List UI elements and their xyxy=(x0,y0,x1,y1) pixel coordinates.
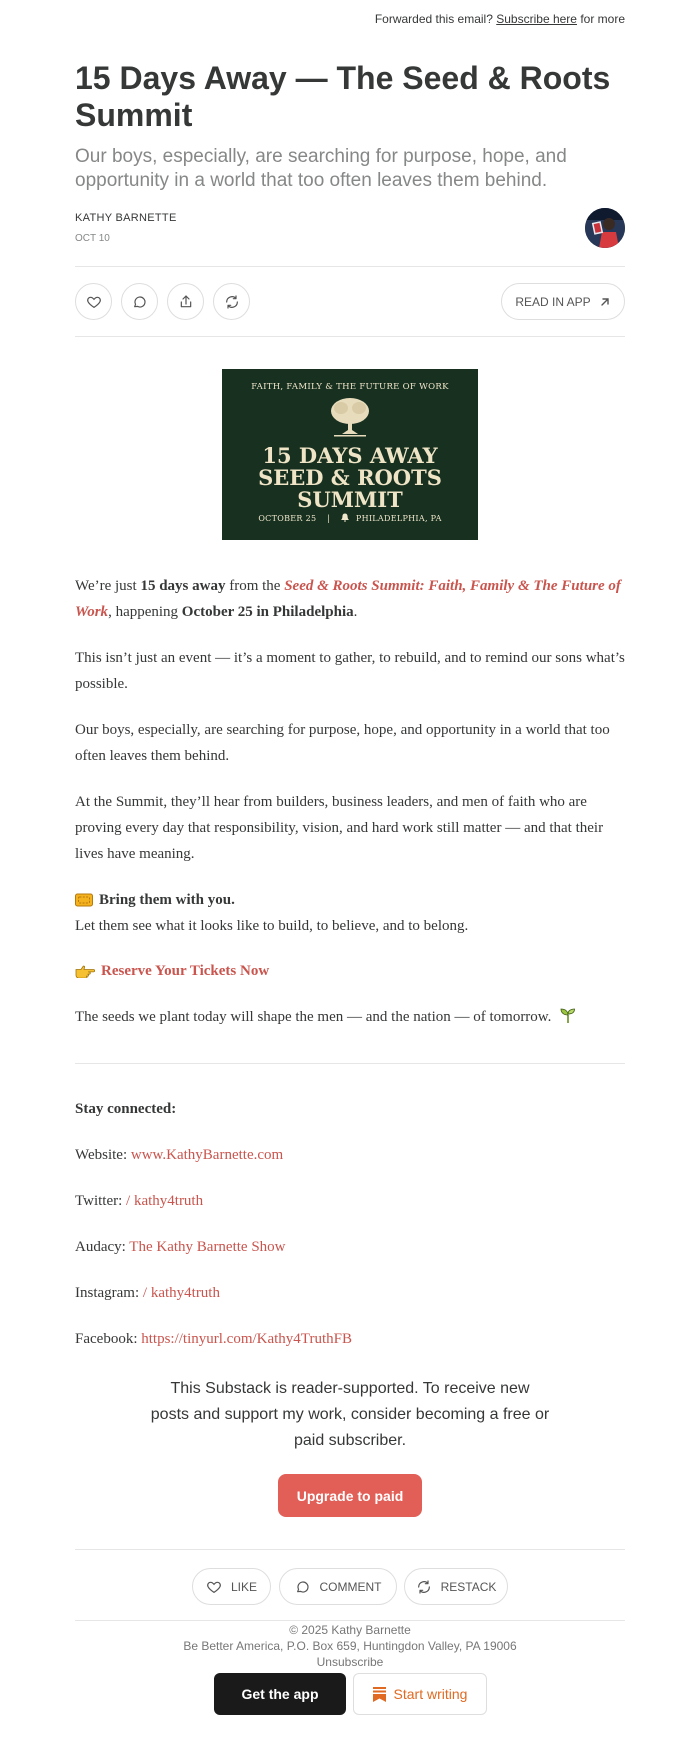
bring-text: Let them see what it looks like to build, to believe, and to belong. xyxy=(75,918,469,934)
paragraph-event: This isn’t just an event — it’s a moment to gather, to rebuild, and to remind our sons what’s possible. xyxy=(75,650,625,692)
paragraph-intro xyxy=(75,573,625,625)
divider xyxy=(75,1063,625,1064)
liberty-bell-icon xyxy=(341,513,349,522)
intro-text: . xyxy=(353,604,358,620)
comment-icon xyxy=(132,294,148,310)
unsubscribe-link xyxy=(75,1654,625,1670)
summit-banner[interactable] xyxy=(222,369,478,540)
subscribe-cta-text: This Substack is reader-supported. To receive new posts and support my work, consider becoming a free or paid subscriber. xyxy=(150,1380,550,1449)
divider xyxy=(75,336,625,337)
share-icon xyxy=(178,294,194,310)
website-row xyxy=(75,1142,625,1168)
comment-button[interactable] xyxy=(121,283,158,320)
paragraph-bring xyxy=(75,887,625,939)
banner-line-2: SEED & ROOTS xyxy=(258,465,442,490)
subscribe-link[interactable]: Subscribe here xyxy=(496,12,577,26)
restack-label: RESTACK xyxy=(440,1579,497,1594)
banner-line-3: SUMMIT xyxy=(297,487,403,512)
banner-kicker: FAITH, FAMILY & THE FUTURE OF WORK xyxy=(251,382,449,392)
heart-icon xyxy=(86,294,102,310)
instagram-row xyxy=(75,1280,625,1306)
facebook-label: Facebook: xyxy=(75,1331,142,1347)
start-writing-button[interactable] xyxy=(353,1673,487,1715)
banner-place: PHILADELPHIA, PA xyxy=(355,514,442,523)
like-label: LIKE xyxy=(230,1579,257,1594)
divider xyxy=(75,1620,625,1621)
upgrade-to-paid-button[interactable]: Upgrade to paid xyxy=(278,1474,422,1517)
intro-bold-date: October 25 in Philadelphia xyxy=(181,604,354,620)
stay-connected-heading: Stay connected: xyxy=(75,1101,177,1117)
post-subtitle: Our boys, especially, are searching for purpose, hope, and opportunity in a world that too often leaves them behind. xyxy=(75,146,567,191)
paragraph-summit: At the Summit, they’ll hear from builders, business leaders, and men of faith who are proving every day that responsibility, vision, and hard work still matter — and that their lives have meaning. xyxy=(75,794,604,862)
comment-label: COMMENT xyxy=(319,1579,382,1594)
summit-link[interactable]: Seed & Roots Summit: Faith, Family & The Future of Work xyxy=(75,578,621,620)
post-title[interactable]: 15 Days Away — The Seed & Roots Summit xyxy=(75,60,611,133)
unsubscribe-text[interactable]: Unsubscribe xyxy=(316,1655,384,1669)
instagram-label: Instagram: xyxy=(75,1285,143,1301)
restack-icon xyxy=(224,294,240,310)
restack-icon xyxy=(416,1579,432,1595)
seeds-text: The seeds we plant today will shape the men — and the nation — of tomorrow. xyxy=(75,1009,552,1025)
author-name[interactable]: KATHY BARNETTE xyxy=(75,212,177,224)
read-in-app-button[interactable] xyxy=(501,283,625,320)
twitter-link[interactable]: / kathy4truth xyxy=(126,1193,204,1209)
intro-text: We’re just xyxy=(75,578,141,594)
avatar[interactable] xyxy=(585,208,625,248)
paragraph-tickets xyxy=(75,958,625,984)
comment-pill-button[interactable] xyxy=(279,1568,397,1605)
forward-suffix: for more xyxy=(580,12,625,26)
get-the-app-button[interactable]: Get the app xyxy=(214,1673,346,1715)
like-pill-button[interactable] xyxy=(192,1568,271,1605)
substack-logo-icon xyxy=(373,1687,386,1702)
comment-icon xyxy=(295,1579,311,1595)
twitter-label: Twitter: xyxy=(75,1193,127,1209)
bring-heading: Bring them with you. xyxy=(99,892,235,908)
arrow-up-right-icon xyxy=(599,296,611,308)
intro-text: from the xyxy=(225,578,285,594)
share-button[interactable] xyxy=(167,283,204,320)
facebook-row xyxy=(75,1326,625,1352)
audacy-label: Audacy: xyxy=(75,1239,130,1255)
tree-icon xyxy=(328,396,372,438)
intro-text: , happening xyxy=(108,604,182,620)
website-link[interactable]: www.KathyBarnette.com xyxy=(130,1147,284,1163)
divider xyxy=(75,266,625,267)
audacy-row xyxy=(75,1234,625,1260)
audacy-link[interactable]: The Kathy Barnette Show xyxy=(129,1239,286,1255)
banner-footer: OCTOBER 25 | PHILADELPHIA, PA xyxy=(258,514,442,523)
post-date: OCT 10 xyxy=(75,233,110,244)
ticket-icon xyxy=(75,893,93,907)
website-label: Website: xyxy=(75,1147,131,1163)
seedling-icon xyxy=(559,1006,577,1024)
twitter-row xyxy=(75,1188,625,1214)
forward-prefix: Forwarded this email? xyxy=(374,12,493,26)
restack-button[interactable] xyxy=(213,283,250,320)
instagram-link[interactable]: / kathy4truth xyxy=(142,1285,220,1301)
footer-copyright: © 2025 Kathy Barnette xyxy=(289,1623,411,1637)
start-writing-label: Start writing xyxy=(393,1686,468,1702)
reserve-tickets-link[interactable]: Reserve Your Tickets Now xyxy=(101,963,270,979)
banner-date: OCTOBER 25 xyxy=(258,514,317,523)
restack-pill-button[interactable] xyxy=(404,1568,508,1605)
footer-address: Be Better America, P.O. Box 659, Huntingdon Valley, PA 19006 xyxy=(183,1639,517,1653)
like-button[interactable] xyxy=(75,283,112,320)
pointing-hand-icon xyxy=(75,964,95,978)
read-in-app-label: READ IN APP xyxy=(515,294,591,309)
heart-icon xyxy=(206,1579,222,1595)
forward-notice xyxy=(375,12,625,26)
banner-line-1: 15 DAYS AWAY xyxy=(262,443,438,468)
paragraph-boys: Our boys, especially, are searching for purpose, hope, and opportunity in a world that too often leaves them behind. xyxy=(75,722,610,764)
facebook-link[interactable]: https://tinyurl.com/Kathy4TruthFB xyxy=(141,1331,352,1347)
divider xyxy=(75,1549,625,1550)
paragraph-seeds xyxy=(75,1004,625,1030)
intro-bold-days: 15 days away xyxy=(140,578,226,594)
avatar-image xyxy=(585,208,625,248)
